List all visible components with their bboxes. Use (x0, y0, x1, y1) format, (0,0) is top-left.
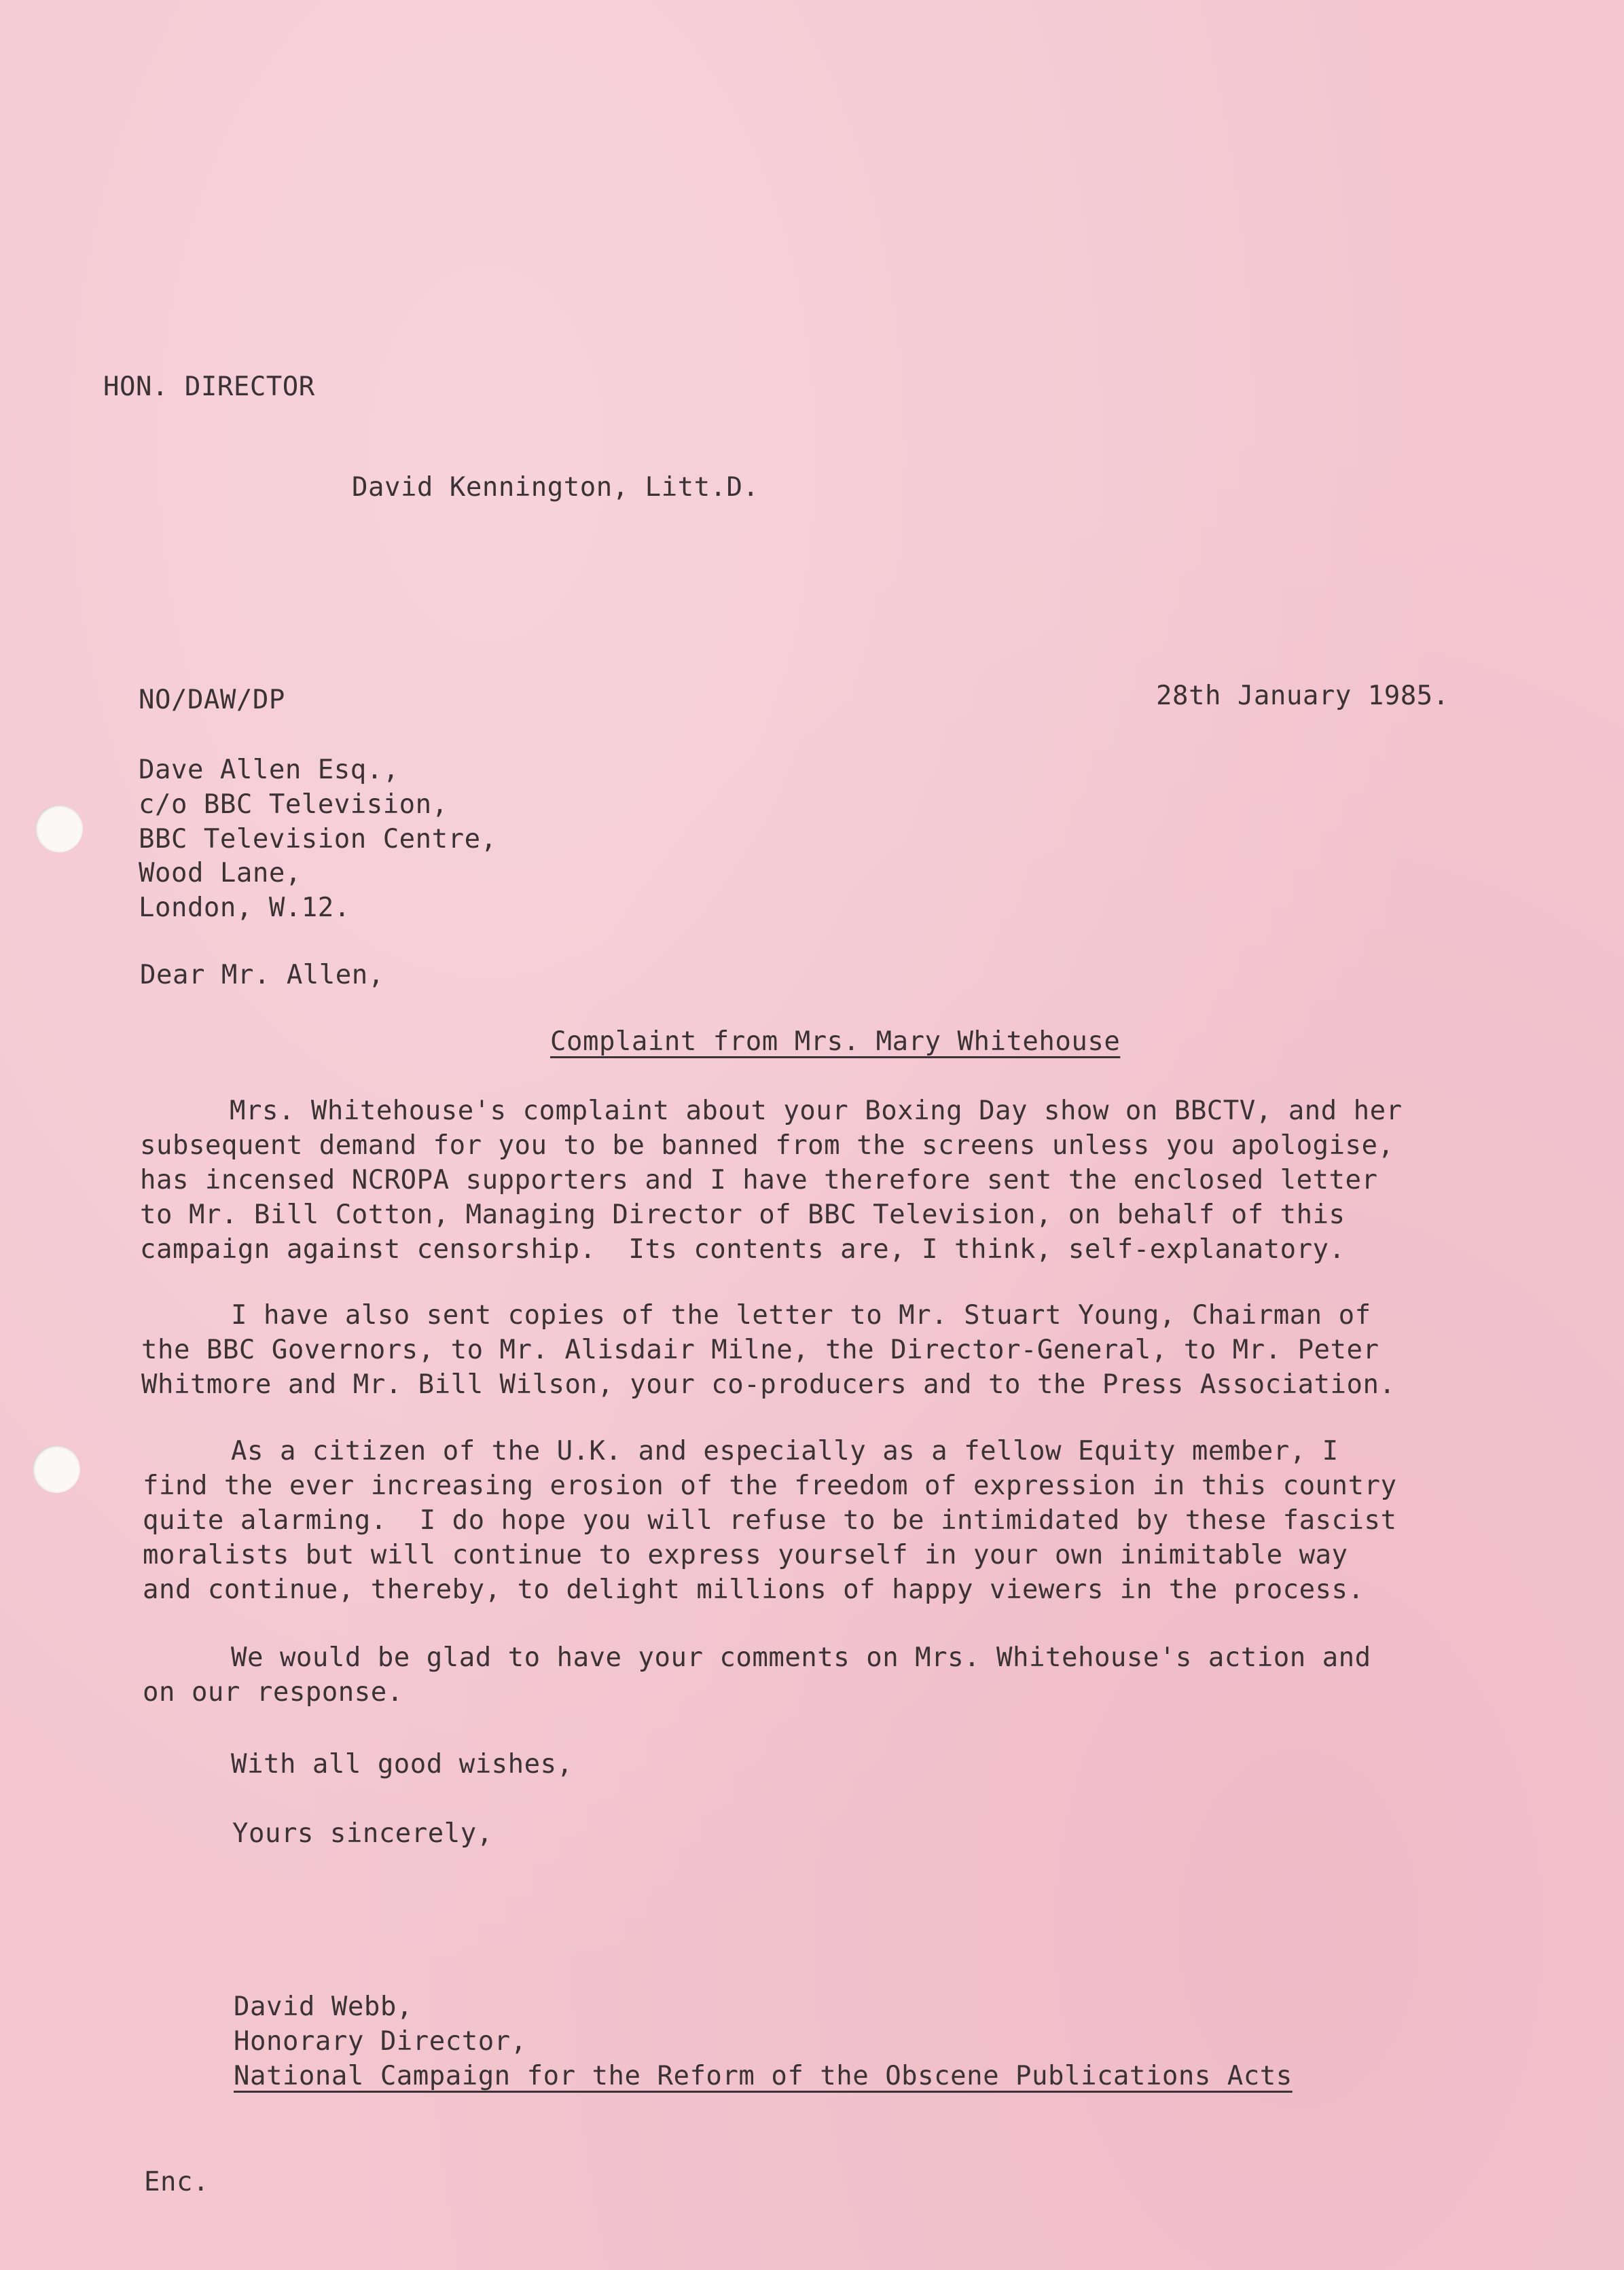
paragraph-line: Mrs. Whitehouse's complaint about your Boxing Day show on BBCTV, and her (230, 1096, 1403, 1126)
paragraph-line: campaign against censorship. Its contents are, I think, self-explanatory. (140, 1234, 1346, 1265)
paragraph-line: I have also sent copies of the letter to Mr. Stuart Young, Chairman of (231, 1300, 1371, 1331)
address-line: Wood Lane, (139, 858, 302, 888)
paragraph-line: Whitmore and Mr. Bill Wilson, your co-producers and to the Press Association. (141, 1369, 1396, 1400)
signature-name: David Webb, (234, 1992, 413, 2022)
paragraph-line: quite alarming. I do hope you will refuse to be intimidated by these fascist (143, 1505, 1397, 1536)
paragraph-line: subsequent demand for you to be banned from the screens unless you apologise, (140, 1130, 1394, 1161)
letterhead-name: David Kennington, Litt.D. (352, 472, 759, 503)
punch-hole-top (35, 805, 83, 852)
date: 28th January 1985. (1156, 681, 1449, 711)
salutation: Dear Mr. Allen, (140, 960, 384, 990)
signature-organisation: National Campaign for the Reform of the Obscene Publications Acts (234, 2061, 1293, 2091)
paragraph-line: and continue, thereby, to delight millions of happy viewers in the process. (143, 1574, 1365, 1605)
paragraph-line: As a citizen of the U.K. and especially as a fellow Equity member, I (231, 1436, 1339, 1466)
address-line: London, W.12. (139, 893, 350, 923)
punch-hole-bottom (33, 1445, 80, 1493)
paragraph-line: We would be glad to have your comments on Mrs. Whitehouse's action and (231, 1642, 1371, 1673)
enclosure-note: Enc. (144, 2167, 209, 2197)
paragraph-line: the BBC Governors, to Mr. Alisdair Milne, the Director-General, to Mr. Peter (141, 1335, 1379, 1365)
signature-title: Honorary Director, (234, 2026, 527, 2057)
address-line: c/o BBC Television, (139, 789, 448, 820)
paragraph-line: find the ever increasing erosion of the freedom of expression in this country (143, 1471, 1397, 1501)
address-line: BBC Television Centre, (139, 824, 497, 854)
letterhead-title: HON. DIRECTOR (103, 372, 315, 402)
paragraph-line: to Mr. Bill Cotton, Managing Director of BBC Television, on behalf of this (140, 1200, 1346, 1230)
subject-heading: Complaint from Mrs. Mary Whitehouse (550, 1026, 1121, 1057)
paragraph-line: on our response. (143, 1677, 403, 1708)
reference: NO/DAW/DP (139, 685, 285, 715)
paragraph-line: has incensed NCROPA supporters and I have therefore sent the enclosed letter (140, 1165, 1378, 1195)
signoff: Yours sincerely, (232, 1818, 493, 1849)
address-line: Dave Allen Esq., (139, 755, 399, 785)
closing: With all good wishes, (231, 1749, 573, 1780)
paragraph-line: moralists but will continue to express yourself in your own inimitable way (143, 1540, 1348, 1570)
